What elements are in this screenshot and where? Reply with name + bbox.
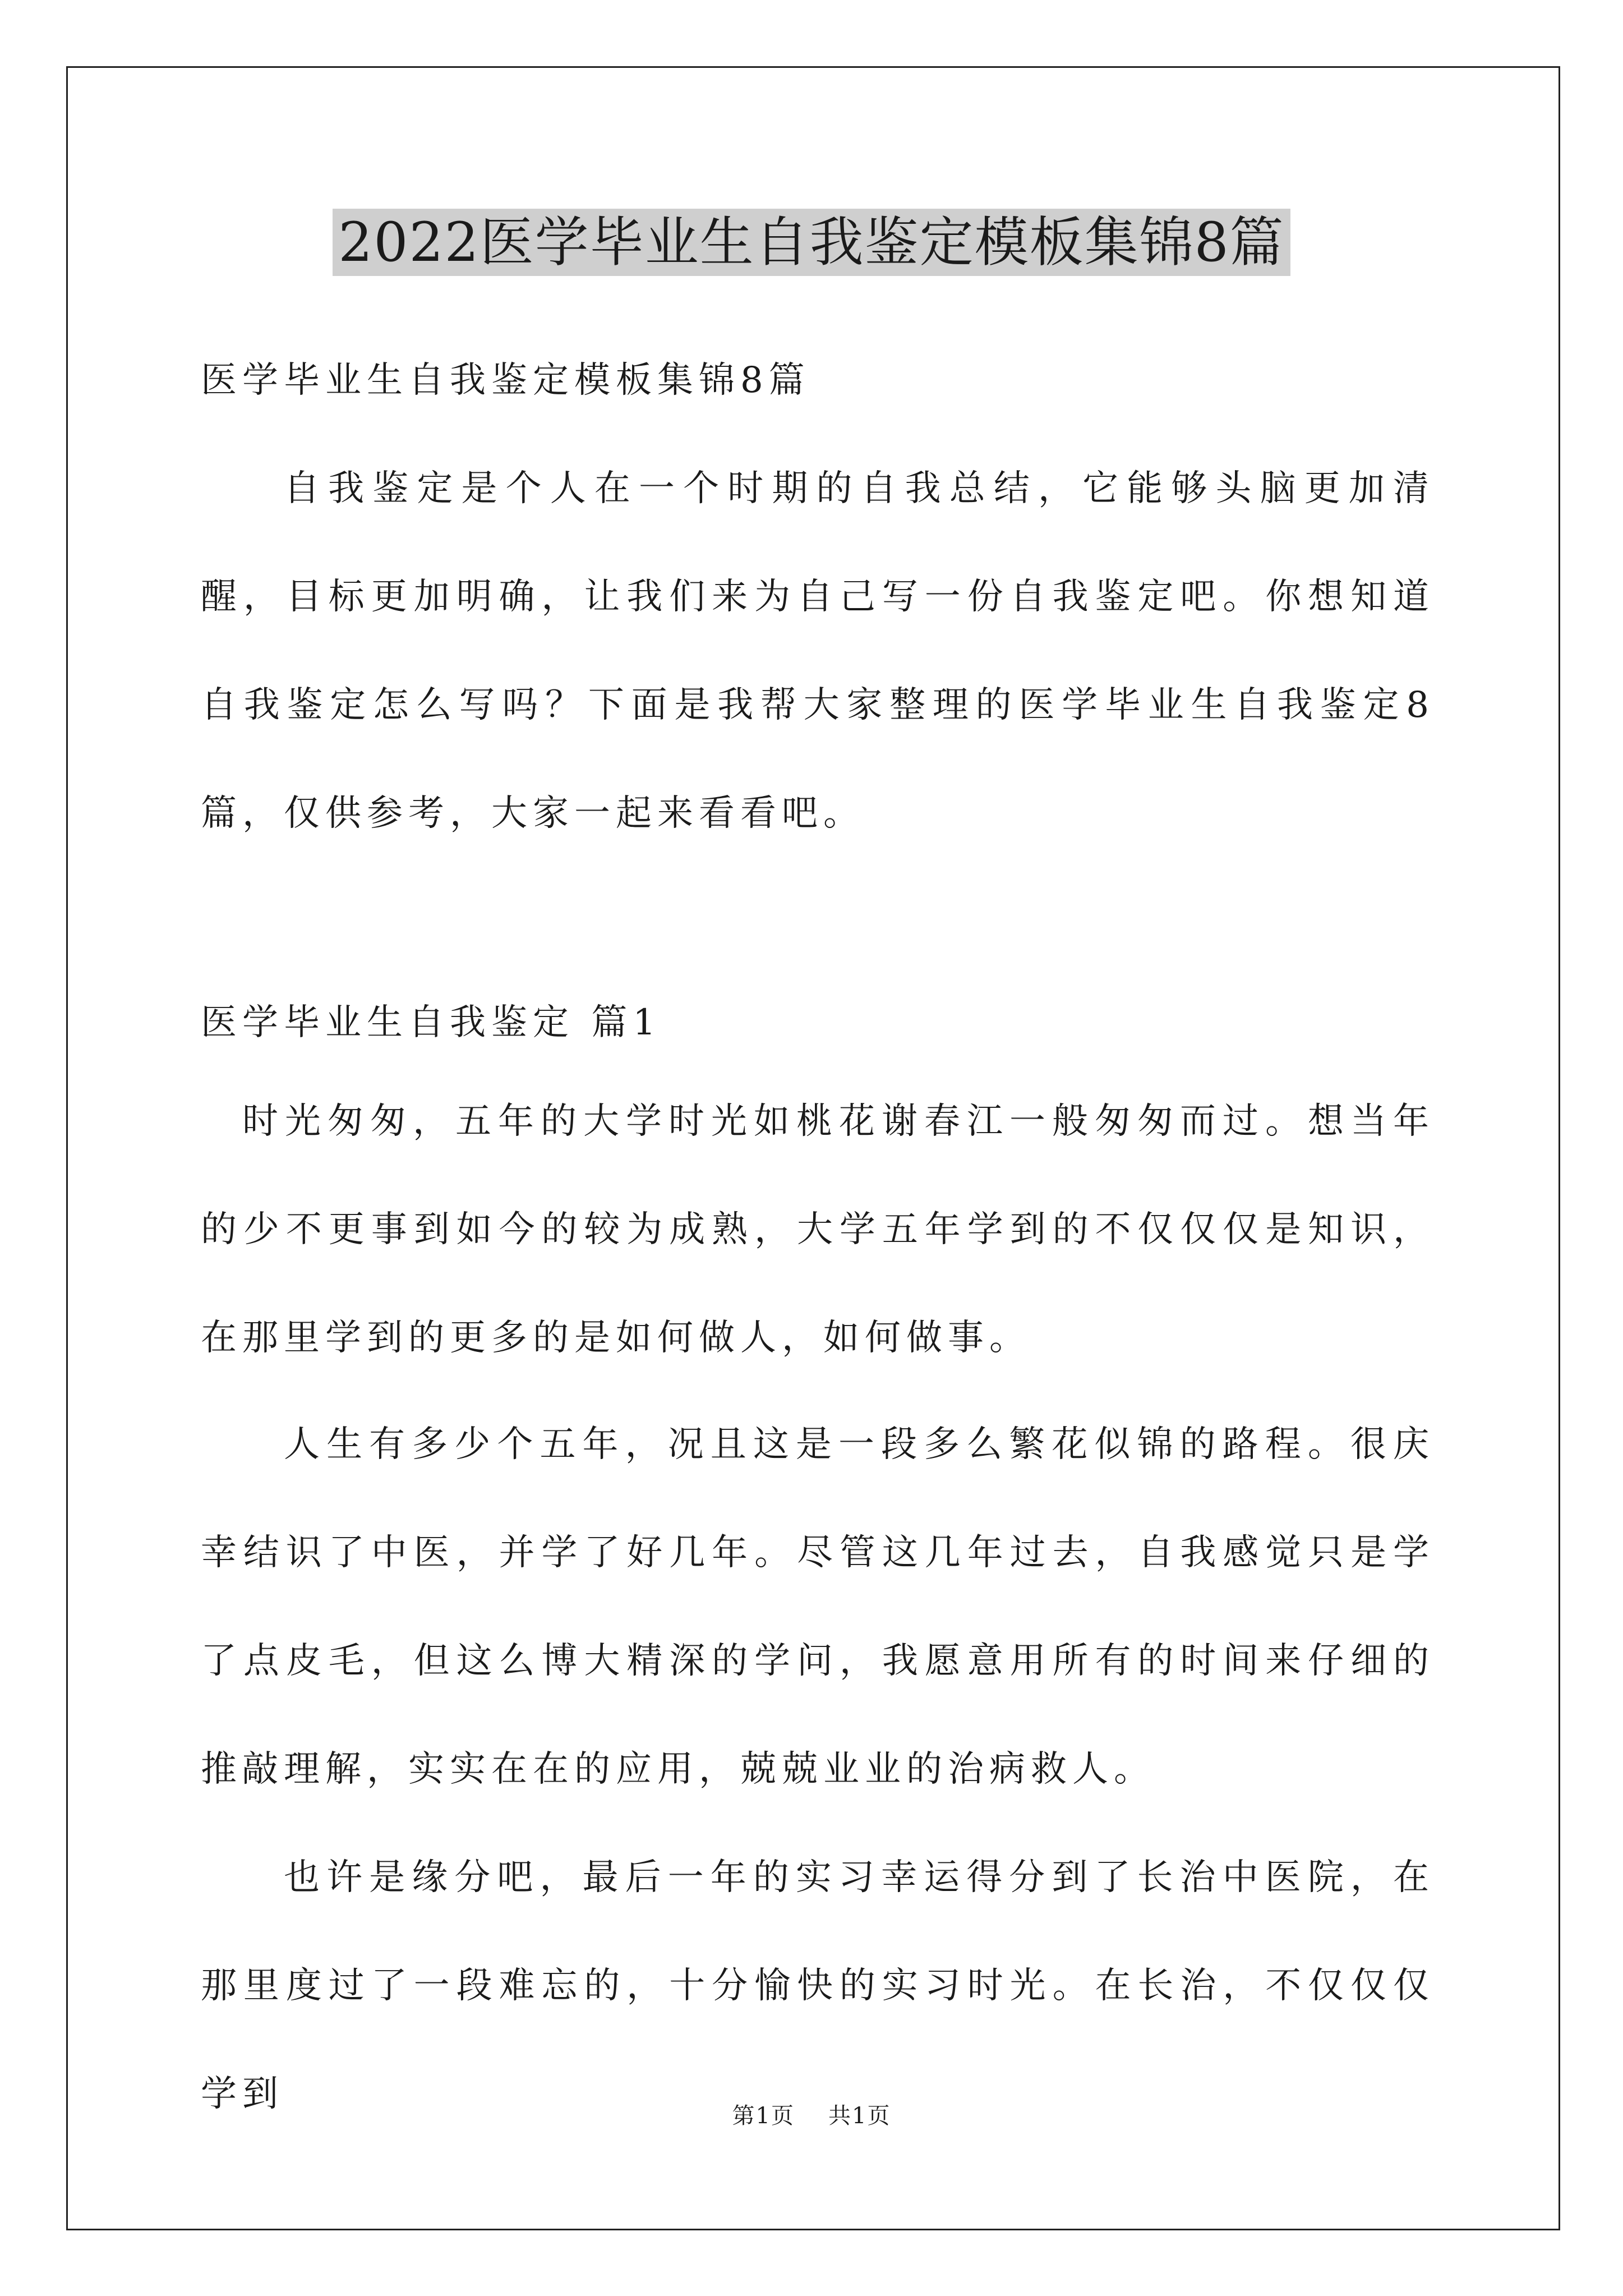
- page-number-current: 第1页: [732, 2103, 795, 2129]
- body-paragraph-2: 人生有多少个五年，况且这是一段多么繁花似锦的路程。很庆幸结识了中医，并学了好几年。尽管这几年过去，自我感觉只是学了点皮毛，但这么博大精深的学问，我愿意用所有的时间来仔细的推敲理解，实实在在的应用，兢兢业业的治病救人。: [201, 1424, 1435, 1790]
- section-heading: 医学毕业生自我鉴定 篇1: [201, 1002, 662, 1043]
- page-footer: [0, 2100, 1623, 2132]
- intro-paragraph: 自我鉴定是个人在一个时期的自我总结，它能够头脑更加清醒，目标更加明确，让我们来为自己写一份自我鉴定吧。你想知道自我鉴定怎么写吗？下面是我帮大家整理的医学毕业生自我鉴定8篇，仅供参考，大家一起来看看吧。: [201, 468, 1435, 834]
- document-subtitle: 医学毕业生自我鉴定模板集锦8篇: [201, 360, 810, 401]
- body-paragraph-1: 时光匆匆，五年的大学时光如桃花谢春江一般匆匆而过。想当年的少不更事到如今的较为成熟，大学五年学到的不仅仅仅是知识，在那里学到的更多的是如何做人，如何做事。: [201, 1101, 1435, 1359]
- document-title-text: 2022医学毕业生自我鉴定模板集锦8篇: [333, 209, 1290, 276]
- page-number-total: 共1页: [828, 2103, 891, 2129]
- document-title: [0, 204, 1623, 281]
- body-paragraph-3: 也许是缘分吧，最后一年的实习幸运得分到了长治中医院，在那里度过了一段难忘的，十分愉快的实习时光。在长治，不仅仅仅学到: [201, 1857, 1435, 2115]
